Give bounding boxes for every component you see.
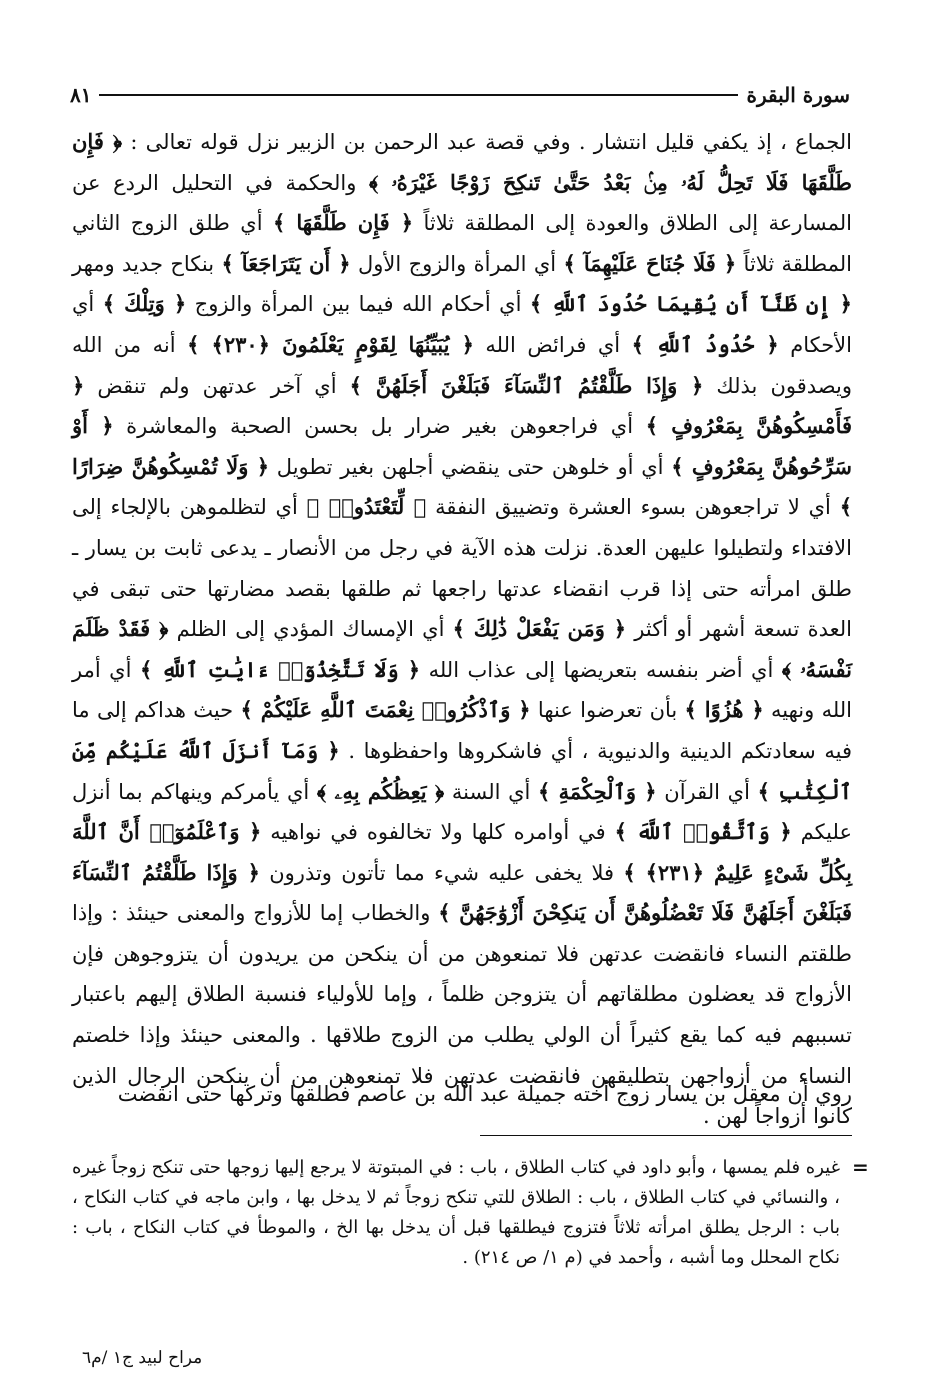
commentary-text: فلا يخفى عليه شيء مما تأتون وتذرون (259, 860, 624, 885)
commentary-text: بنكاح جديد ومهر (72, 251, 222, 276)
commentary-text: أي لتظلموهن بالإلجاء إلى الافتداء ولتطيلوا عليهن العدة. نزلت هذه الآية في رجل من الأنصار ـ يدعى ثابت بن يسار ـ طلق امرأته حتى إذا قرب انقضاء عدتها راجعها ثم طلقها بقصد مضارتها حتى تبقى في العدة تسعة أشهر أو أكثر (72, 495, 853, 642)
commentary-text: أي أضر بنفسه بتعريضها إلى عذاب الله (420, 657, 782, 682)
commentary-text: بأن تعرضوا عنها (530, 698, 685, 723)
quran-verse: ﴿ وَإِذَا طَلَّقْتُمُ ٱلنِّسَآءَ فَبَلَغْنَ أَجَلَهُنَّ فَلَا تَعْضُلُوهُنَّ أَن يَنكِحْنَ أَزْوَٰجَهُنَّ ﴾ (72, 859, 852, 926)
quran-verse: ﴿ يَعِظُكُم بِهِۦ ﴾ (316, 778, 445, 804)
quran-verse: ﴿ وَلَا تُمْسِكُوهُنَّ ضِرَارًا ﴾ (72, 453, 852, 520)
commentary-text: والخطاب إما للأزواج والمعنى حينئذ : وإذا طلقتم النساء فانقضت عدتهن فلا تمنعوهن من أن ينكحن من يريدون أن يتزوجوهن فإن الأزواج قد يعضلون مطلقاتهم أن يتزوجن ظلماً ، وإما للأولياء فنسبة الطلاق إليهم باعتبار تسببهم فيه كما يقع كثيراً أن الولي يطلب من الزوج طلاقها . والمعنى حينئذ وإذا خلصتم النساء من أزواجهن بتطليقهن فانقضت عدتهن فلا تمنعوهن من أن ينكحن الرجال الذين كانوا أزواجاً لهن . (72, 901, 852, 1129)
quran-verse: ﴿ وَٱتَّقُوا۟ ٱللَّهَ ﴾ (614, 819, 792, 845)
quran-verse: ﴿ إِن ظَنَّآ أَن يُقِيمَا حُدُودَ ٱللَّهِ ﴾ (529, 291, 852, 317)
quran-verse: ﴿ لِّتَعْتَدُوا۟ ﴾ (306, 494, 427, 520)
commentary-text: أي آخر عدتهن ولم تنقض (84, 373, 350, 398)
quran-verse: ﴿ وَلَا تَتَّخِذُوٓا۟ ءَايَٰتِ ٱللَّهِ ﴾ (139, 656, 421, 682)
narration-line: روي أن معقل بن يسار زوج أخته جميلة عبد الله بن عاصم فطلقها وتركها حتى انقضت (117, 1082, 852, 1106)
commentary-text: أي يأمركم وينهاكم بما أنزل عليكم (72, 779, 852, 845)
quran-verse: ﴿ يُبَيِّنُهَا لِقَوْمٍ يَعْلَمُونَ ﴿٢٣٠﴾ ﴾ (187, 331, 474, 357)
commentary-text: أي أمر الله ونهيه (72, 657, 853, 723)
commentary-text: حيث هداكم إلى ما فيه سعادتكم الدينية والدنيوية ، أي فاشكروها واحفظوها . (72, 698, 852, 763)
quran-verse: ﴿ فَإِن طَلَّقَهَا ﴾ (273, 210, 414, 236)
quran-verse: ﴿ وَمَن يَفْعَلْ ذَٰلِكَ ﴾ (452, 616, 627, 642)
surah-title: سورة البقرة (746, 83, 850, 107)
commentary-text: الجماع ، إذ يكفي قليل انتشار . وفي قصة عبد الرحمن بن الزبير نزل قوله تعالى : (122, 130, 852, 154)
quran-verse: ﴿ فَلَا جُنَاحَ عَلَيْهِمَآ ﴾ (563, 250, 737, 276)
header-rule (99, 94, 738, 96)
commentary-text: أي الأحكام (72, 292, 852, 357)
quran-verse: ﴿ وَمَآ أَنزَلَ ٱللَّهُ عَلَيْكُم مِّنَ ٱلْكِتَٰبِ ﴾ (72, 737, 852, 804)
commentary-paragraph (72, 122, 852, 1137)
footer-signature: مراح لبيد ج١ /م٦ (82, 1348, 203, 1368)
quran-verse: ﴿ وَٱلْحِكْمَةِ ﴾ (538, 778, 657, 804)
page-number: ٨١ (70, 83, 92, 107)
commentary-text: أي طلق الزوج الثاني المطلقة ثلاثاً (72, 211, 852, 276)
commentary-text: أنه من الله ويصدقون بذلك (72, 332, 853, 398)
quran-verse: ﴿ فَإِن طَلَّقَهَا فَلَا تَحِلُّ لَهُۥ مِنۢ بَعْدُ حَتَّىٰ تَنكِحَ زَوْجًا غَيْرَهُۥ ﴾ (72, 129, 852, 195)
quran-verse: ﴿ وَٱذْكُرُوا۟ نِعْمَتَ ٱللَّهِ عَلَيْكُمْ ﴾ (240, 697, 531, 723)
footnote-rule (480, 1135, 852, 1136)
commentary-text: أي المرأة والزوج الأول (350, 251, 564, 276)
commentary-text: أي أحكام الله فيما بين المرأة والزوج (186, 292, 530, 317)
running-header (70, 80, 850, 110)
quran-verse: ﴿ فَقَدْ ظَلَمَ نَفْسَهُۥ ﴾ (72, 616, 853, 682)
quran-verse: ﴿ وَإِذَا طَلَّقْتُمُ ٱلنِّسَآءَ فَبَلَغْنَ أَجَلَهُنَّ ﴾ (349, 372, 704, 398)
commentary-text: أي السنة (444, 779, 539, 804)
quran-verse: ﴿ فَأَمْسِكُوهُنَّ بِمَعْرُوفٍ ﴾ (72, 372, 853, 439)
quran-verse: ﴿ أَن يَتَرَاجَعَآ ﴾ (221, 250, 351, 276)
main-commentary (72, 122, 852, 1137)
commentary-text: أي أو خلوهن حتى ينقضي أجلهن بغير تطويل (269, 454, 672, 479)
quran-verse: ﴿ وَٱعْلَمُوٓا۟ أَنَّ ٱللَّهَ بِكُلِّ شَىْءٍ عَلِيمٌ ﴿٢٣١﴾ ﴾ (72, 819, 852, 885)
commentary-text: في أوامره كلها ولا تخالفوه في نواهيه (261, 820, 615, 845)
commentary-text: أي الإمساك المؤدي إلى الظلم (168, 617, 453, 642)
footnote-text: غيره فلم يمسها ، وأبو داود في كتاب الطلاق ، باب : في المبتوتة لا يرجع إليها زوجها حتى تنكح زوجاً غيره ، والنسائي في كتاب الطلاق ، باب : الطلاق للتي تنكح زوجاً ثم لا يدخل بها ، وابن ماجه في كتاب النكاح ، باب : الرجل يطلق امرأته ثلاثاً فتزوج فيطلقها قبل أن يدخل بها الخ ، والموطأ في كتاب النكاح ، باب : نكاح المحلل وما أشبه ، وأحمد في (م ١/ ص ٢١٤) . (72, 1157, 840, 1268)
quran-verse: ﴿ حُدُودُ ٱللَّهِ ﴾ (631, 331, 779, 357)
quran-verse: ﴿ وَتِلْكَ ﴾ (102, 291, 187, 317)
footnote-continuation-marker: = (852, 1155, 869, 1179)
quran-verse: ﴿ أَوْ سَرِّحُوهُنَّ بِمَعْرُوفٍ ﴾ (72, 413, 852, 479)
commentary-text: أي فرائض الله (473, 332, 632, 357)
quran-verse: ﴿ هُزُوًا ﴾ (684, 697, 764, 723)
commentary-text: والحكمة في التحليل الردع عن المسارعة إلى الطلاق والعودة إلى المطلقة ثلاثاً (72, 170, 852, 236)
commentary-text: أي القرآن (656, 779, 758, 804)
commentary-text: أي لا تراجعوهن بسوء العشرة وتضييق النفقة (426, 495, 840, 520)
commentary-text: أي فراجعوهن بغير ضرار بل بحسن الصحبة والمعاشرة (113, 414, 646, 439)
